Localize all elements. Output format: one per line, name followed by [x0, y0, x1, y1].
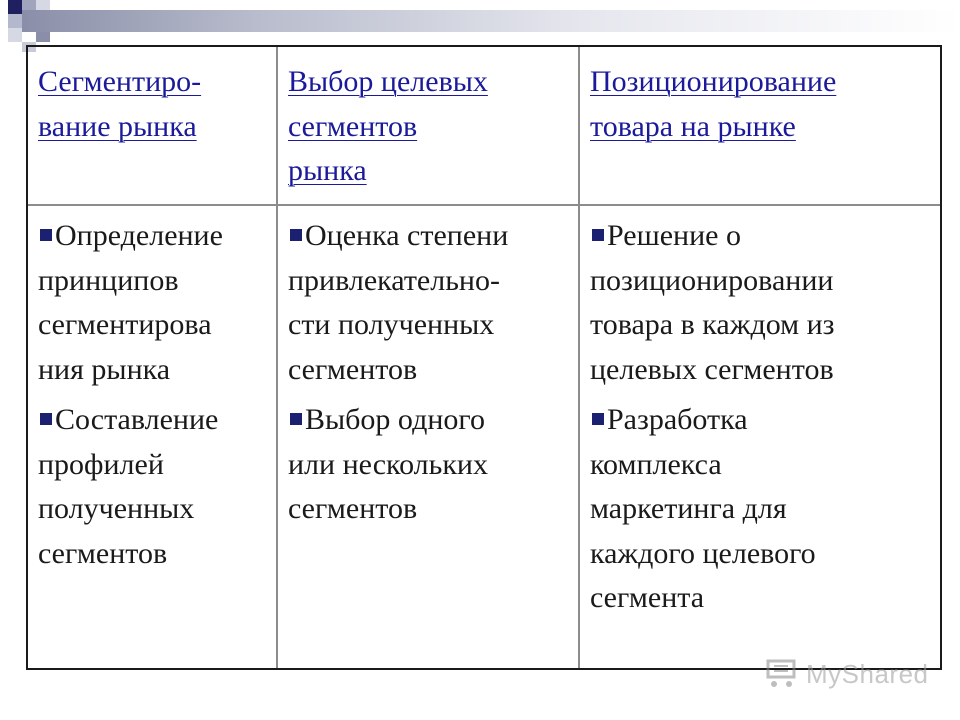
header-line: вание рынка — [38, 109, 197, 143]
item-line: сегментов — [38, 536, 168, 570]
header-cell-positioning[interactable] — [580, 60, 942, 149]
item-line: привлекательно- — [288, 263, 500, 297]
square-bullet-icon — [592, 413, 604, 425]
square-bullet-icon — [40, 229, 52, 241]
item-line: Определение — [38, 214, 270, 259]
title-gradient-bar — [22, 10, 960, 32]
body-cell-segmentation — [28, 214, 276, 582]
list-item — [288, 398, 572, 532]
deco-square-gray — [8, 14, 22, 28]
header-line: товара на рынке — [590, 109, 796, 143]
item-line: Составление — [38, 398, 270, 443]
square-bullet-icon — [290, 229, 302, 241]
header-cell-targeting[interactable] — [278, 60, 578, 194]
item-line: каждого целевого — [590, 536, 816, 570]
square-bullet-icon — [290, 413, 302, 425]
header-line: Выбор целевых — [288, 65, 488, 98]
square-bullet-icon — [40, 413, 52, 425]
item-line: полученных — [38, 492, 195, 525]
watermark — [766, 654, 929, 694]
item-line: позиционировании — [590, 263, 834, 297]
body-cell-positioning — [580, 214, 942, 627]
item-line: Оценка степени — [288, 214, 572, 259]
item-line: Выбор одного — [288, 398, 572, 443]
item-line: ния рынка — [38, 352, 171, 386]
header-line: сегментов — [288, 109, 418, 143]
header-line: рынка — [288, 154, 367, 187]
header-link[interactable] — [38, 60, 270, 149]
item-line: целевых сегментов — [590, 352, 834, 386]
body-cell-targeting — [278, 214, 578, 538]
header-cell-segmentation[interactable] — [28, 60, 276, 149]
item-line: сти полученных — [288, 308, 495, 341]
list-item — [590, 398, 936, 621]
item-line: сегментов — [288, 492, 418, 525]
header-line: Сегментиро- — [38, 65, 202, 98]
watermark-text: MyShared — [806, 658, 929, 689]
item-line: сегментов — [288, 352, 418, 386]
deco-square-navy — [8, 0, 22, 14]
segmentation-table — [26, 45, 942, 670]
item-line: комплекса — [590, 447, 722, 481]
list-item — [288, 214, 572, 392]
header-line: Позиционирование — [590, 65, 837, 98]
deco-square-light — [8, 28, 22, 42]
item-line: сегмента — [590, 581, 705, 614]
item-line: принципов — [38, 263, 179, 297]
header-link[interactable] — [590, 60, 936, 149]
header-link[interactable] — [288, 60, 572, 194]
item-line: Решение о — [590, 214, 936, 259]
square-bullet-icon — [592, 229, 604, 241]
list-item — [590, 214, 936, 392]
header-divider — [28, 204, 940, 206]
item-line: товара в каждом из — [590, 308, 835, 341]
item-line: или нескольких — [288, 447, 488, 481]
item-line: Разработка — [590, 398, 936, 443]
item-line: сегментирова — [38, 308, 212, 341]
cart-icon — [766, 659, 800, 689]
list-item — [38, 398, 270, 576]
item-line: маркетинга для — [590, 492, 787, 525]
list-item — [38, 214, 270, 392]
item-line: профилей — [38, 447, 164, 481]
